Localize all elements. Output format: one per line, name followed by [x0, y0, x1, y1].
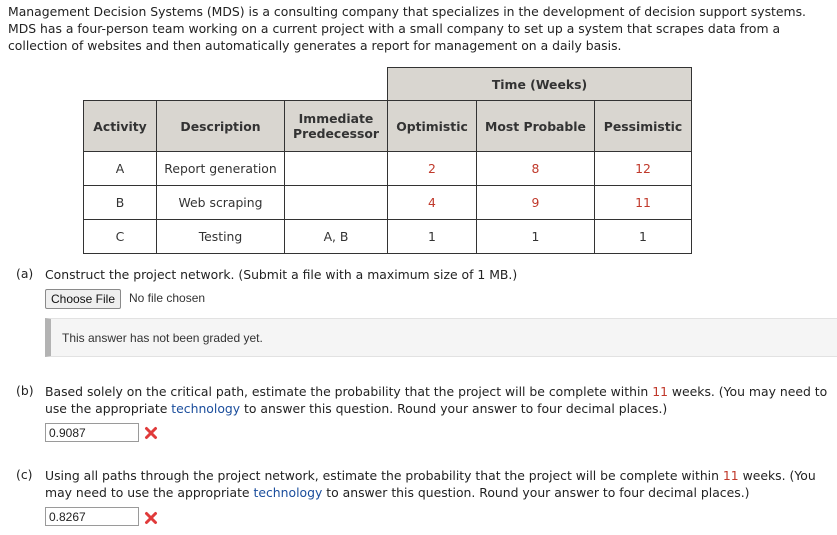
col-optimistic: Optimistic — [388, 101, 477, 152]
cell-optimistic: 4 — [388, 186, 477, 220]
part-c-text-3: to answer this question. Round your answer to four decimal places.) — [322, 485, 750, 500]
part-b-text-3: to answer this question. Round your answer to four decimal places.) — [240, 401, 668, 416]
cell-pessimistic: 1 — [595, 220, 692, 254]
cell-most-probable: 9 — [477, 186, 595, 220]
cell-activity: A — [84, 152, 157, 186]
cell-optimistic: 2 — [388, 152, 477, 186]
cell-description: Report generation — [157, 152, 285, 186]
col-most-probable: Most Probable — [477, 101, 595, 152]
col-activity: Activity — [84, 101, 157, 152]
part-c-label: (c) — [16, 467, 33, 482]
cell-description: Testing — [157, 220, 285, 254]
part-c-answer-input[interactable] — [45, 507, 139, 526]
choose-file-button[interactable]: Choose File — [45, 289, 121, 309]
part-b-technology-link[interactable]: technology — [171, 401, 241, 416]
table-row — [84, 152, 692, 186]
cell-pessimistic: 12 — [595, 152, 692, 186]
part-c-technology-link[interactable]: technology — [253, 485, 323, 500]
col-predecessor-line1: Immediate — [298, 111, 374, 126]
part-b-question — [45, 383, 830, 417]
part-c-weeks: 11 — [722, 468, 739, 483]
part-b-label: (b) — [16, 383, 34, 398]
incorrect-x-icon — [144, 426, 158, 440]
cell-predecessor — [285, 152, 388, 186]
part-c-question — [45, 467, 830, 501]
cell-most-probable: 1 — [477, 220, 595, 254]
cell-predecessor: A, B — [285, 220, 388, 254]
problem-intro: Management Decision Systems (MDS) is a consulting company that specializes in the development of decision support systems. MDS has a four-person team working on a current project with a small company to set up a system that scrapes data from a collection of websites and then automatically generates a report for management on a daily basis. — [8, 4, 806, 53]
table-row — [84, 186, 692, 220]
cell-activity: C — [84, 220, 157, 254]
col-description: Description — [157, 101, 285, 152]
graded-notice-text: This answer has not been graded yet. — [62, 331, 263, 345]
part-b-answer-input[interactable] — [45, 423, 139, 442]
time-weeks-header: Time (Weeks) — [388, 68, 692, 101]
part-c-text-1: Using all paths through the project network, estimate the probability that the project will be complete within — [45, 468, 723, 483]
activity-table — [83, 67, 692, 254]
cell-optimistic: 1 — [388, 220, 477, 254]
incorrect-x-icon — [144, 511, 158, 525]
cell-activity: B — [84, 186, 157, 220]
part-a-question: Construct the project network. (Submit a file with a maximum size of 1 MB.) — [45, 267, 518, 282]
part-c-text-2: weeks. (You may need to use the appropriate — [45, 468, 816, 500]
table-row — [84, 220, 692, 254]
cell-pessimistic: 11 — [595, 186, 692, 220]
part-b-text-1: Based solely on the critical path, estimate the probability that the project will be complete within — [45, 384, 653, 399]
cell-description: Web scraping — [157, 186, 285, 220]
part-b-text-2: weeks. (You may need to use the appropriate — [45, 384, 828, 416]
cell-predecessor — [285, 186, 388, 220]
cell-most-probable: 8 — [477, 152, 595, 186]
file-status: No file chosen — [129, 291, 206, 305]
col-predecessor — [285, 101, 388, 152]
part-a-label: (a) — [16, 266, 34, 281]
col-pessimistic: Pessimistic — [595, 101, 692, 152]
col-predecessor-line2: Predecessor — [293, 126, 379, 141]
part-b-weeks: 11 — [652, 384, 668, 399]
